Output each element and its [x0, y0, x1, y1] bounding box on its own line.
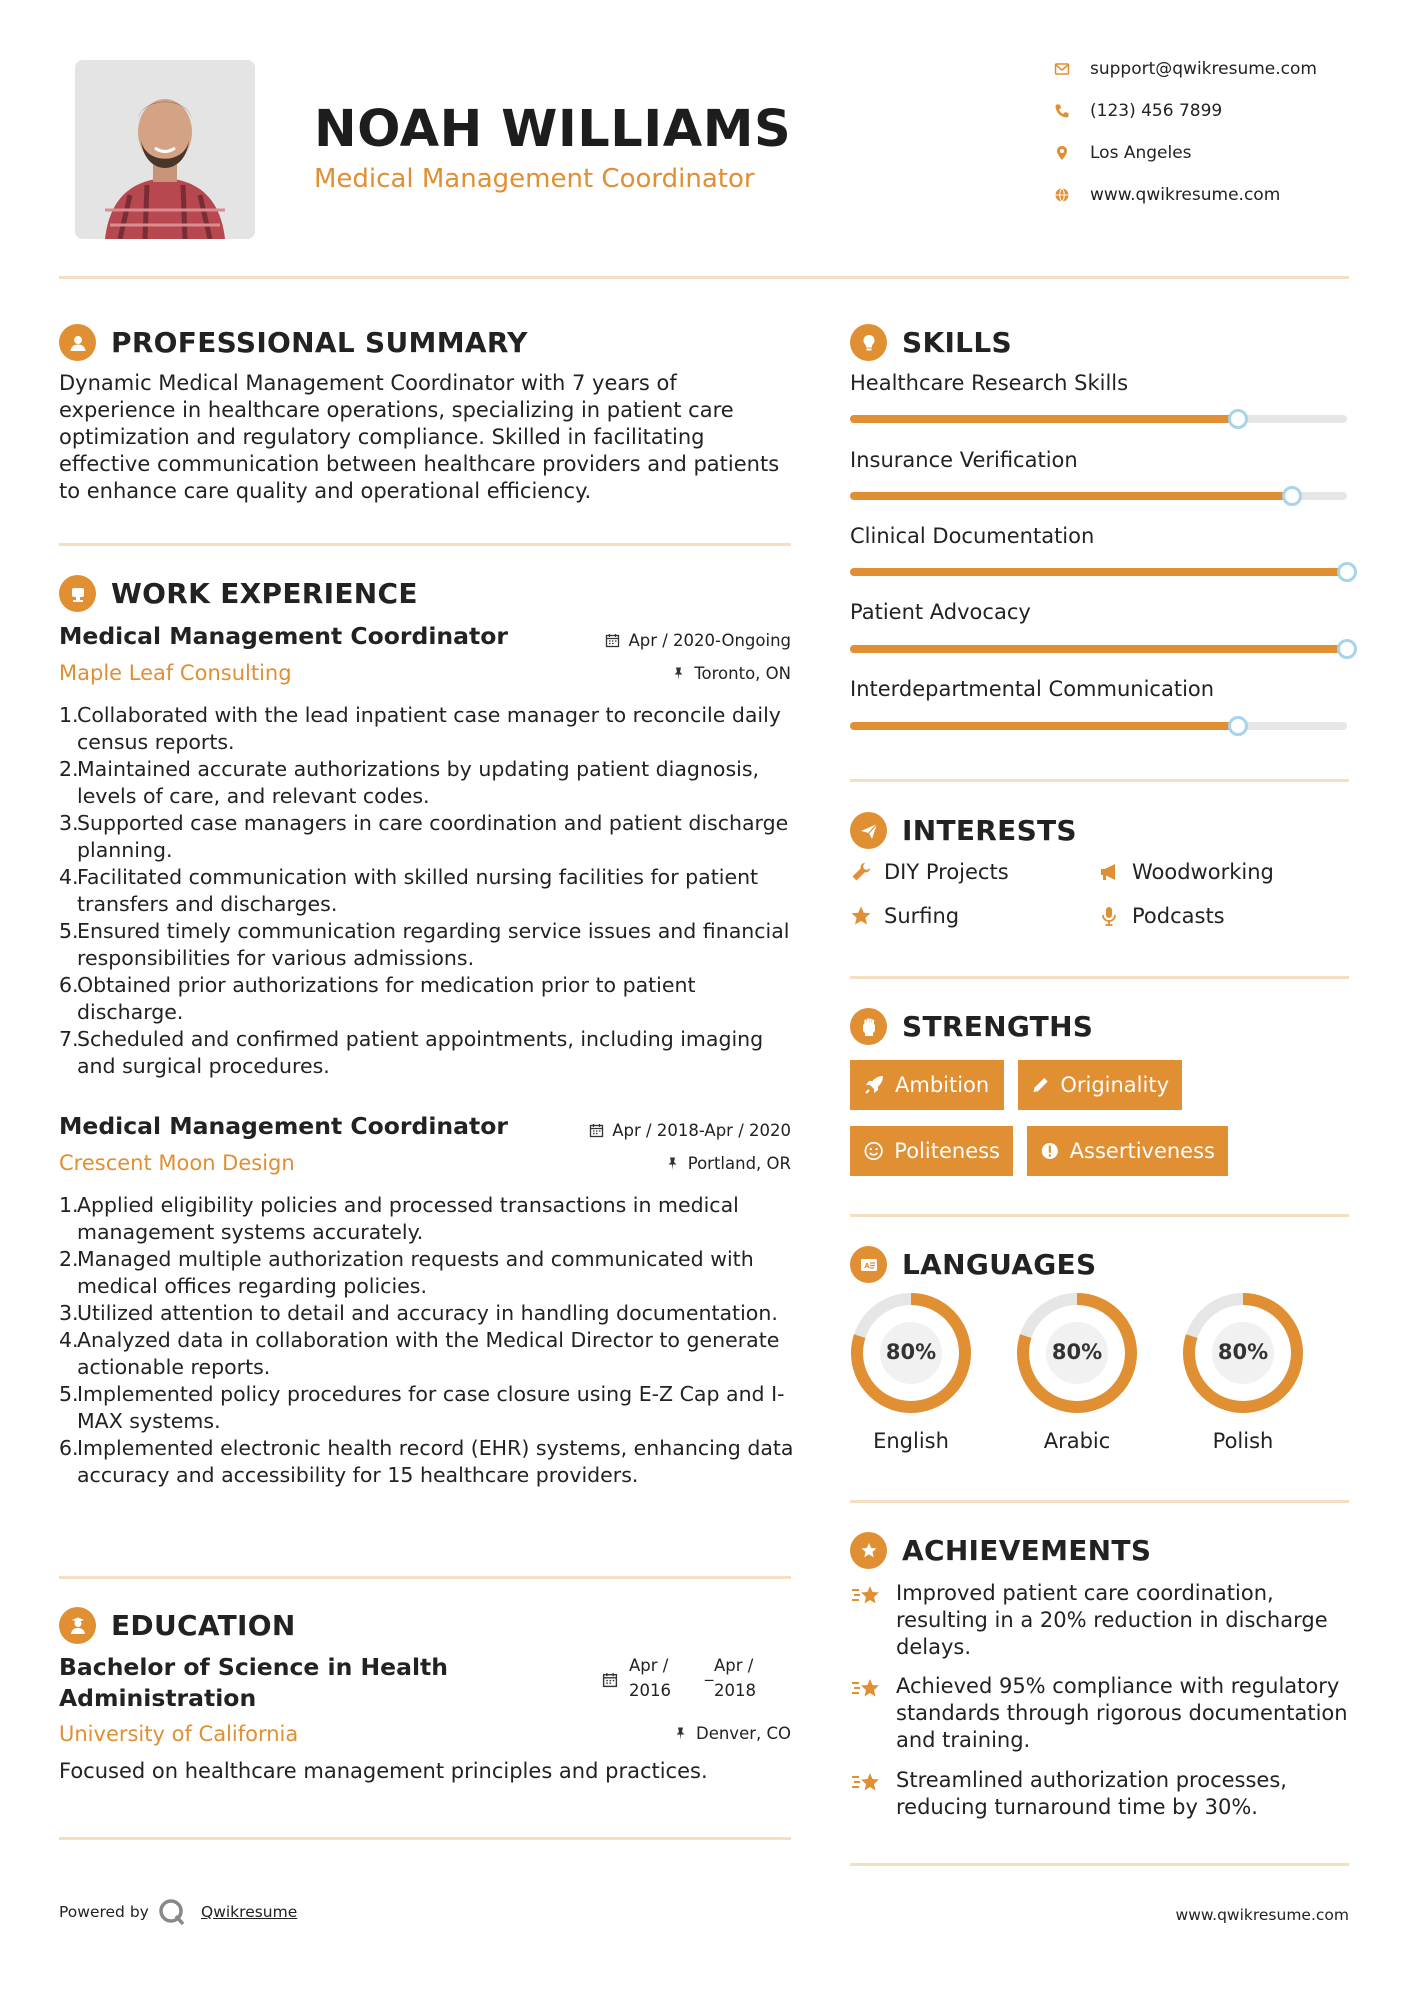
contact-email-text: support@qwikresume.com	[1090, 59, 1317, 79]
interests-divider	[850, 976, 1349, 979]
skill-bar-knob	[1282, 486, 1302, 506]
job-1-title: Medical Management Coordinator	[59, 622, 508, 650]
interest-item	[850, 904, 959, 928]
interests-title: INTERESTS	[902, 814, 1077, 847]
achievement-item	[850, 1580, 1350, 1661]
edu-location	[540, 1724, 791, 1743]
contact-website-text: www.qwikresume.com	[1090, 185, 1281, 205]
achievements-title: ACHIEVEMENTS	[902, 1534, 1152, 1567]
edu-description: Focused on healthcare management principles and practices.	[59, 1759, 708, 1783]
candidate-name: NOAH WILLIAMS	[314, 100, 792, 159]
skill-bar-knob	[1337, 562, 1357, 582]
achievement-text: Streamlined authorization processes, reducing turnaround time by 30%.	[896, 1768, 1287, 1819]
job-1-location-text: Toronto, ON	[694, 664, 791, 683]
achievement-item	[850, 1673, 1350, 1754]
list-item: Managed multiple authorization requests and communicated with medical offices regarding policies.	[77, 1247, 754, 1298]
job-2-company: Crescent Moon Design	[59, 1151, 295, 1175]
lightbulb-icon	[850, 324, 887, 361]
pencil-icon	[1031, 1074, 1050, 1096]
interests-heading	[850, 812, 1077, 849]
pushpin-icon	[673, 1726, 688, 1741]
skill-bar-fill	[850, 415, 1238, 423]
job-1-company: Maple Leaf Consulting	[59, 661, 292, 685]
interest-item	[1098, 860, 1274, 884]
strengths-title: STRENGTHS	[902, 1010, 1094, 1043]
list-item: Collaborated with the lead inpatient case manager to reconcile daily census reports.	[77, 703, 781, 754]
education-divider	[59, 1837, 791, 1840]
rocket-icon	[863, 1074, 885, 1096]
interest-label: Podcasts	[1132, 904, 1225, 928]
achievement-text: Improved patient care coordination, resulting in a 20% reduction in discharge delays.	[896, 1581, 1328, 1659]
contact-location-text: Los Angeles	[1090, 143, 1192, 163]
edu-start-month: Apr /	[629, 1656, 669, 1675]
wrench-icon	[850, 861, 872, 883]
experience-divider	[59, 1576, 791, 1579]
microphone-icon	[1098, 905, 1120, 927]
contact-location	[1054, 139, 1384, 167]
skill-bar	[850, 492, 1347, 500]
edu-start-year: 2016	[629, 1681, 671, 1700]
skill-bar	[850, 568, 1347, 576]
pushpin-icon	[671, 666, 686, 681]
edu-end-month: Apr /	[714, 1656, 754, 1675]
skill-name: Patient Advocacy	[850, 600, 1031, 624]
job-1-bullets	[59, 702, 794, 1080]
powered-by-label: Powered by	[59, 1903, 149, 1921]
language-percent: 80%	[1217, 1340, 1269, 1364]
envelope-icon	[1054, 61, 1090, 77]
edu-end-year: 2018	[714, 1681, 756, 1700]
skill-bar	[850, 722, 1347, 730]
user-icon	[59, 324, 96, 361]
candidate-title: Medical Management Coordinator	[314, 164, 755, 194]
job-1-dates-text: Apr / 2020-Ongoing	[628, 631, 791, 650]
person-photo-icon	[75, 60, 255, 239]
qwikresume-link[interactable]: Qwikresume	[201, 1903, 298, 1921]
experience-heading	[59, 575, 418, 612]
shooting-star-icon	[850, 1767, 882, 1799]
strength-chip	[850, 1126, 1013, 1176]
qwikresume-logo-icon	[157, 1897, 187, 1931]
job-2-location-text: Portland, OR	[687, 1154, 791, 1173]
skill-bar-fill	[850, 645, 1347, 653]
contact-phone-text: (123) 456 7899	[1090, 101, 1223, 121]
experience-title: WORK EXPERIENCE	[111, 577, 418, 610]
languages-divider	[850, 1500, 1349, 1503]
achievements-heading	[850, 1532, 1151, 1569]
paper-plane-icon	[850, 812, 887, 849]
list-item: Scheduled and confirmed patient appointments, including imaging and surgical procedures.	[77, 1027, 764, 1078]
job-2-title: Medical Management Coordinator	[59, 1112, 508, 1140]
skills-heading	[850, 324, 1012, 361]
list-item: Facilitated communication with skilled nursing facilities for patient transfers and discharges.	[77, 865, 759, 916]
skill-name: Interdepartmental Communication	[850, 677, 1215, 701]
job-1-location	[540, 664, 791, 683]
svg-text:A: A	[863, 1261, 870, 1270]
achievement-text: Achieved 95% compliance with regulatory standards through rigorous documentation and training.	[896, 1674, 1348, 1752]
contact-phone[interactable]	[1054, 97, 1384, 125]
skill-name: Healthcare Research Skills	[850, 371, 1129, 395]
skills-title: SKILLS	[902, 326, 1012, 359]
phone-icon	[1054, 103, 1090, 119]
shooting-star-icon	[850, 1580, 882, 1612]
edu-date-dash: _	[705, 1662, 714, 1681]
star-icon	[850, 905, 872, 927]
language-name: Polish	[1212, 1429, 1274, 1453]
header-divider	[59, 276, 1349, 279]
skills-divider	[850, 779, 1349, 782]
achievement-item	[850, 1767, 1350, 1821]
calendar-icon	[602, 1672, 618, 1692]
list-item: Ensured timely communication regarding service issues and financial responsibilities for various admissions.	[77, 919, 790, 970]
map-pin-icon	[1054, 145, 1090, 161]
language-name: English	[873, 1429, 949, 1453]
languages-title: LANGUAGES	[902, 1248, 1097, 1281]
strength-label: Assertiveness	[1069, 1139, 1215, 1163]
graduate-icon	[59, 1607, 96, 1644]
languages-heading	[850, 1246, 1096, 1283]
interest-label: Surfing	[884, 904, 960, 928]
interest-item	[850, 860, 1009, 884]
job-2-dates	[540, 1121, 791, 1140]
list-item: Analyzed data in collaboration with the Medical Director to generate actionable reports.	[77, 1328, 780, 1379]
profile-photo	[75, 60, 255, 239]
skill-bar-knob	[1228, 409, 1248, 429]
skill-bar-knob	[1337, 639, 1357, 659]
list-item: Implemented electronic health record (EHR) systems, enhancing data accuracy and accessibility for 15 healthcare providers.	[77, 1436, 794, 1487]
pushpin-icon	[665, 1156, 680, 1171]
skill-bar-fill	[850, 568, 1347, 576]
school-name: University of California	[59, 1722, 299, 1746]
list-item: Utilized attention to detail and accuracy in handling documentation.	[77, 1301, 778, 1325]
list-item: Supported case managers in care coordination and patient discharge planning.	[77, 811, 789, 862]
strength-label: Politeness	[894, 1139, 1000, 1163]
skill-bar-fill	[850, 492, 1292, 500]
list-item: Maintained accurate authorizations by updating patient diagnosis, levels of care, and relevant codes.	[77, 757, 760, 808]
skill-bar-knob	[1228, 716, 1248, 736]
skill-bar	[850, 645, 1347, 653]
degree-line-2: Administration	[59, 1684, 257, 1712]
strengths-divider	[850, 1214, 1349, 1217]
globe-icon	[1054, 187, 1090, 203]
briefcase-icon	[59, 575, 96, 612]
list-item: Implemented policy procedures for case closure using E-Z Cap and I-MAX systems.	[77, 1382, 785, 1433]
skill-name: Insurance Verification	[850, 448, 1078, 472]
achievements-divider	[850, 1863, 1349, 1866]
summary-title: PROFESSIONAL SUMMARY	[111, 326, 528, 359]
calendar-icon	[589, 1123, 604, 1138]
strength-chip	[850, 1060, 1004, 1110]
exclamation-icon	[1040, 1140, 1060, 1162]
megaphone-icon	[1098, 861, 1120, 883]
strength-chip	[1018, 1060, 1182, 1110]
smiley-icon	[863, 1140, 884, 1162]
summary-divider	[59, 543, 791, 546]
list-item: Obtained prior authorizations for medication prior to patient discharge.	[77, 973, 696, 1024]
strength-label: Originality	[1060, 1073, 1169, 1097]
skill-bar-fill	[850, 722, 1238, 730]
language-name: Arabic	[1043, 1429, 1111, 1453]
interest-label: DIY Projects	[884, 860, 1009, 884]
edu-location-text: Denver, CO	[695, 1724, 791, 1743]
calendar-icon	[605, 633, 620, 648]
job-2-dates-text: Apr / 2018-Apr / 2020	[612, 1121, 791, 1140]
contact-email[interactable]	[1054, 55, 1384, 83]
shooting-star-icon	[850, 1673, 882, 1705]
contact-website[interactable]	[1054, 181, 1384, 209]
fist-icon	[850, 1008, 887, 1045]
interest-label: Woodworking	[1132, 860, 1274, 884]
job-2-location	[540, 1154, 791, 1173]
summary-text: Dynamic Medical Management Coordinator with 7 years of experience in healthcare operations, specializing in patient care optimization and regulatory compliance. Skilled in facilitating effective communication between healthcare providers and patients to enhance care quality and operational efficiency.	[59, 371, 780, 503]
award-star-icon	[850, 1532, 887, 1569]
education-title: EDUCATION	[111, 1609, 296, 1642]
strength-label: Ambition	[895, 1073, 990, 1097]
interest-item	[1098, 904, 1225, 928]
strengths-heading	[850, 1008, 1093, 1045]
summary-heading	[59, 324, 528, 361]
list-item: Applied eligibility policies and processed transactions in medical management systems accurately.	[77, 1193, 739, 1244]
job-1-dates	[540, 631, 791, 650]
language-percent: 80%	[1051, 1340, 1103, 1364]
language-percent: 80%	[885, 1340, 937, 1364]
footer-url[interactable]: www.qwikresume.com	[1175, 1906, 1349, 1924]
skill-name: Clinical Documentation	[850, 524, 1095, 548]
job-2-bullets	[59, 1192, 794, 1489]
degree-line-1: Bachelor of Science in Health	[59, 1653, 448, 1681]
strength-chip	[1027, 1126, 1228, 1176]
education-heading	[59, 1607, 296, 1644]
language-card-icon	[850, 1246, 887, 1283]
skill-bar	[850, 415, 1347, 423]
